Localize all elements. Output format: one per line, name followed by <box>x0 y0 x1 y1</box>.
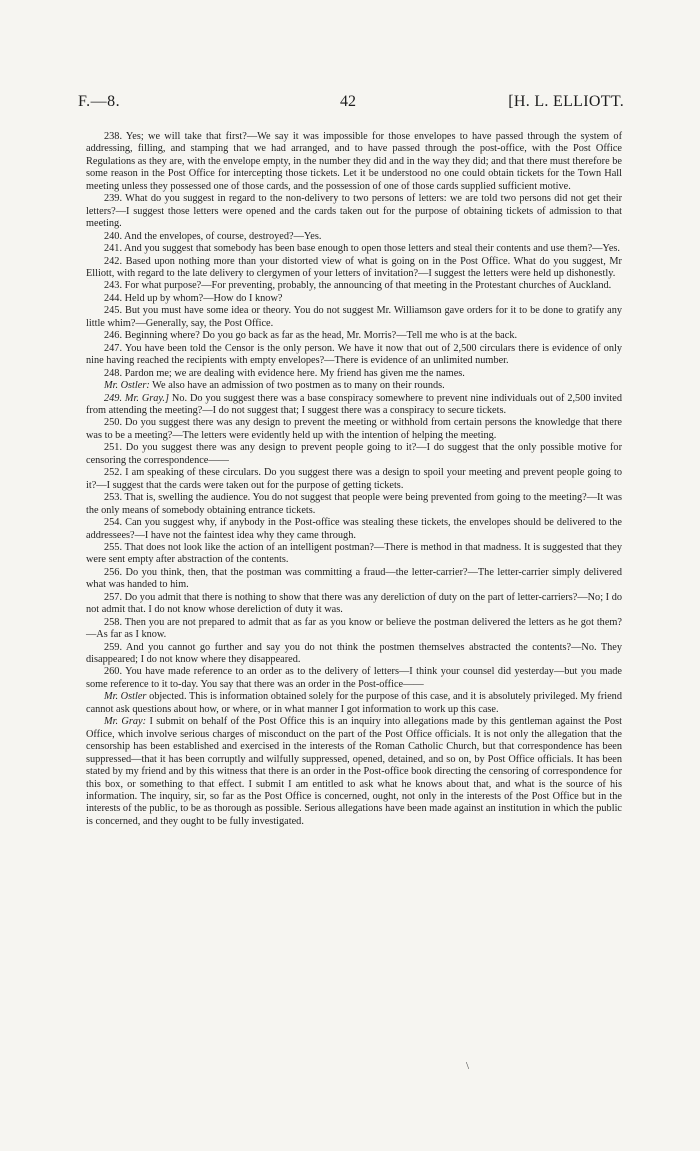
paragraph-text: No. Do you suggest there was a base conspiracy somewhere to prevent nine individuals out of 2,500 invited from attending the meeting?—I do not suggest that; I suggest there was a conspiracy to secure tickets. <box>86 392 622 416</box>
paragraph-text: 253. That is, swelling the audience. You do not suggest that people were being prevented from going to the meeting?—It was the only means of somebody obtaining entrance tickets. <box>86 492 622 516</box>
stray-mark: \ <box>466 1060 470 1072</box>
speaker-label: Mr. Ostler: <box>104 380 150 392</box>
testimony-paragraph <box>86 305 622 330</box>
testimony-paragraph <box>86 417 622 442</box>
paragraph-text: 240. And the envelopes, of course, destroyed?—Yes. <box>104 230 322 242</box>
testimony-paragraph <box>86 492 622 517</box>
paragraph-text: I submit on behalf of the Post Office this is an inquiry into allegations made by this gentleman against the Post Office, which involve serious charges of misconduct on the part of the Post Office officials. It is not only the allegation that the censorship has been established and exercised in the interests of the Roman Catholic Church, but that correspondence has been suppressed—that it has been corruptly and wilfully suppressed, opened, detained, and so on, by Post Office officials. It has been stated by my friend and by this witness that there is an order in the Post-office book directing the censoring of correspondence for this box, or something to that effect. I submit I am entitled to ask what he knows about that, and what is the source of his information. The inquiry, sir, so far as the Post Office is concerned, ought, not only in the interests of the Post Office but in the interests of the public, to be as thorough as possible. Serious allegations have been made against an institution in which the public is concerned, and they ought to be fully investigated. <box>86 716 622 827</box>
paragraph-text: 243. For what purpose?—For preventing, probably, the announcing of that meeting in the Protestant churches of Auckland. <box>104 280 612 292</box>
paragraph-text: 260. You have made reference to an order as to the delivery of letters—I think your counsel did yesterday—but you made some reference to it to-day. You say that there was an order in the Post-office—— <box>86 666 622 690</box>
witness-name: [H. L. ELLIOTT. <box>508 93 624 110</box>
testimony-paragraph <box>86 592 622 617</box>
testimony-paragraph <box>86 293 622 305</box>
testimony-body <box>86 131 622 828</box>
testimony-paragraph <box>86 517 622 542</box>
testimony-paragraph <box>86 691 622 716</box>
paragraph-text: 252. I am speaking of these circulars. Do you suggest there was a design to spoil your meeting and prevent people going to it?—I suggest that the cards were taken out for the purpose of getting tickets. <box>86 467 622 491</box>
paragraph-text: 241. And you suggest that somebody has been base enough to open those letters and steal their contents and use them?—Yes. <box>104 243 620 255</box>
speaker-label: Mr. Gray: <box>104 716 147 728</box>
paragraph-text: 250. Do you suggest there was any design to prevent the meeting or withhold from certain persons the knowledge that there was to be a meeting?—The letters were evidently held up with the intention of helping the meeting. <box>86 417 622 441</box>
testimony-paragraph <box>86 442 622 467</box>
paragraph-text: 245. But you must have some idea or theory. You do not suggest Mr. Williamson gave orders for it to be done to gratify any little whim?—Generally, say, the Post Office. <box>86 305 622 329</box>
paragraph-text: 258. Then you are not prepared to admit that as far as you know or believe the postman delivered the letters as he got them?—As far as I know. <box>86 616 622 641</box>
testimony-paragraph <box>86 666 622 691</box>
paragraph-text: 244. Held up by whom?—How do I know? <box>104 292 283 304</box>
paragraph-text: 246. Beginning where? Do you go back as far as the head, Mr. Morris?—Tell me who is at the back. <box>104 330 518 342</box>
paragraph-text: 248. Pardon me; we are dealing with evidence here. My friend has given me the names. <box>104 367 465 379</box>
paragraph-text: 239. What do you suggest in regard to the non-delivery to two persons of letters: we are told two persons did not get their letters?—I suggest those letters were opened and the cards taken out for the purpose of obtaining tickets of admission to that meeting. <box>86 193 622 230</box>
paragraph-text: 259. And you cannot go further and say you do not think the postmen themselves abstracted the contents?—No. They disappeared; I do not know where they disappeared. <box>86 641 622 666</box>
speaker-label: Mr. Ostler <box>104 691 147 703</box>
document-reference: F.—8. <box>78 93 121 110</box>
testimony-paragraph <box>86 380 622 392</box>
testimony-paragraph <box>86 343 622 368</box>
paragraph-text: 242. Based upon nothing more than your distorted view of what is going on in the Post Office. What do you suggest, Mr Elliott, with regard to the late delivery to clergymen of your letters of invitation?—I suggest the letters were held up dishonestly. <box>86 255 622 279</box>
paragraph-text: objected. This is information obtained solely for the purpose of this case, and it is absolutely privileged. My friend cannot ask questions about how, or where, or in what manner I got information to work up this case. <box>86 691 622 715</box>
testimony-paragraph <box>86 231 622 243</box>
testimony-paragraph <box>86 617 622 642</box>
testimony-paragraph <box>86 368 622 380</box>
testimony-paragraph <box>86 567 622 592</box>
speaker-label: 249. Mr. Gray.] <box>104 392 169 404</box>
testimony-paragraph <box>86 330 622 342</box>
paragraph-text: 254. Can you suggest why, if anybody in the Post-office was stealing these tickets, the envelopes should be delivered to the addressees?—I have not the faintest idea why they came through. <box>86 517 622 541</box>
testimony-paragraph <box>86 642 622 667</box>
testimony-paragraph <box>86 193 622 230</box>
testimony-paragraph <box>86 131 622 193</box>
paragraph-text: 257. Do you admit that there is nothing to show that there was any dereliction of duty on the part of letter-carriers?—No; I do not admit that. I do not know whose dereliction of duty it was. <box>86 591 622 616</box>
testimony-paragraph <box>86 393 622 418</box>
testimony-paragraph <box>86 256 622 281</box>
paragraph-text: 256. Do you think, then, that the postman was committing a fraud—the letter-carrier?—The letter-carrier simply delivered what was handed to him. <box>86 566 622 591</box>
page-number: 42 <box>340 93 356 110</box>
page-header <box>78 93 624 113</box>
testimony-paragraph <box>86 467 622 492</box>
testimony-paragraph <box>86 243 622 255</box>
paragraph-text: We also have an admission of two postmen as to many on their rounds. <box>149 380 445 392</box>
paragraph-text: 255. That does not look like the action of an intelligent postman?—There is method in that madness. It is suggested that they were sent empty after abstraction of the contents. <box>86 541 622 566</box>
testimony-paragraph <box>86 716 622 828</box>
paragraph-text: 238. Yes; we will take that first?—We say it was impossible for those envelopes to have passed through the system of addressing, filling, and stamping that we had arranged, and to have passed through the post-office, with the Post Office Regulations as they are, with the envelope empty, in the number they did and in the way they did; and that there must therefore be some reason in the Post Office for intercepting those tickets. Let it be understood no one could obtain tickets for the Town Hall meeting unless they possessed one of those cards, and the possession of one of those cards supplied sufficient motive. <box>86 131 622 192</box>
paragraph-text: 251. Do you suggest there was any design to prevent people going to it?—I do suggest that the only possible motive for censoring the correspondence—— <box>86 442 622 466</box>
testimony-paragraph <box>86 542 622 567</box>
testimony-paragraph <box>86 280 622 292</box>
paragraph-text: 247. You have been told the Censor is the only person. We have it now that out of 2,500 circulars there is evidence of only nine having reached the recipients with empty envelopes?—There is evidence of an unlimited number. <box>86 342 622 367</box>
